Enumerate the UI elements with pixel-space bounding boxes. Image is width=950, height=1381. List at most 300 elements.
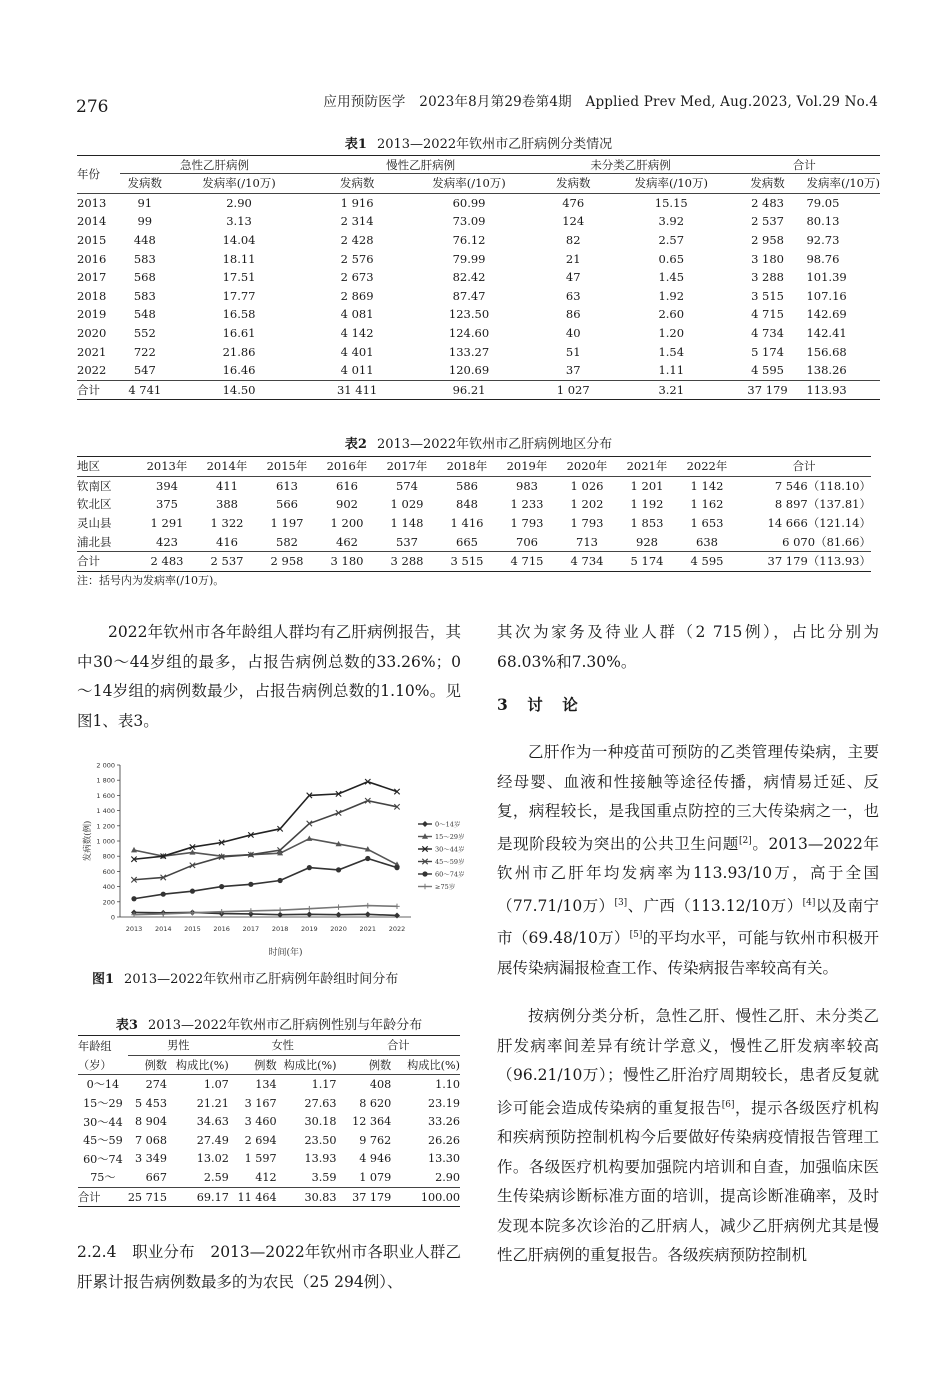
t1-group-unclassified: 未分类乙肝病例 bbox=[533, 156, 729, 174]
table-cell: 1.92 bbox=[658, 288, 685, 303]
table-cell: 3 180 bbox=[317, 551, 377, 571]
table-row bbox=[78, 1168, 460, 1187]
table-cell: 27.49 bbox=[196, 1133, 229, 1147]
table-cell: 566 bbox=[276, 497, 298, 512]
t3-group-female: 女性 bbox=[229, 1036, 337, 1056]
table-cell: 60.99 bbox=[452, 195, 486, 210]
table-header-cell: 2022年 bbox=[686, 459, 728, 474]
table-cell: 45～59 bbox=[83, 1134, 123, 1148]
table-cell: 82.42 bbox=[452, 270, 486, 285]
table-cell: 667 bbox=[145, 1170, 167, 1184]
table-cell: 14.04 bbox=[222, 233, 256, 248]
data-point-marker bbox=[306, 836, 312, 841]
t1-group-total: 合计 bbox=[729, 156, 880, 174]
table-row bbox=[77, 287, 880, 306]
legend-label: 0～14岁 bbox=[435, 820, 461, 829]
table-cell: 3.21 bbox=[614, 380, 729, 400]
table-cell: 100.00 bbox=[391, 1187, 460, 1207]
data-point-marker bbox=[394, 912, 400, 918]
table-cell: 2 576 bbox=[340, 251, 374, 266]
t3-sub: 构成比(%) bbox=[407, 1058, 460, 1072]
table-cell: 14.50 bbox=[169, 380, 308, 400]
table-cell: 120.69 bbox=[448, 363, 490, 378]
table-cell: 73.09 bbox=[452, 214, 486, 229]
table-cell: 0～14 bbox=[86, 1078, 120, 1092]
table1-caption bbox=[77, 133, 880, 152]
table-cell: 983 bbox=[516, 478, 538, 493]
table-cell: 4 595 bbox=[751, 363, 784, 378]
table-cell: 4 734 bbox=[751, 326, 784, 341]
series-line bbox=[134, 801, 397, 880]
t1-sub: 发病数 bbox=[127, 176, 163, 191]
data-point-marker bbox=[422, 871, 427, 876]
table-cell: 476 bbox=[562, 195, 585, 210]
table-cell: 142.69 bbox=[806, 307, 847, 322]
y-tick-label: 1 600 bbox=[96, 791, 115, 800]
table-cell: 23.19 bbox=[427, 1096, 460, 1110]
text-run: 乙肝作为一种疫苗可预防的乙类管理传染病，主要经母婴、血液和性接触等途径传播，病情易迁延、反复，病程较长，是我国重点防控的三大传染病之一，也是现阶段较为突出的公共卫生问题 bbox=[497, 743, 879, 853]
x-tick-label: 2019 bbox=[301, 925, 318, 933]
page-number: 276 bbox=[76, 97, 109, 117]
x-tick-label: 2014 bbox=[154, 925, 172, 933]
table-row bbox=[78, 1075, 460, 1094]
table-header-cell: 2018年 bbox=[446, 459, 488, 474]
table-cell: 60～74 bbox=[83, 1152, 123, 1166]
citation-ref: [3] bbox=[614, 897, 628, 908]
x-tick-label: 2021 bbox=[359, 925, 377, 933]
table-cell: 547 bbox=[133, 363, 156, 378]
table-cell: 124.60 bbox=[448, 326, 490, 341]
table-cell: 2015 bbox=[77, 233, 107, 248]
table-cell: 142.41 bbox=[806, 326, 847, 341]
table-cell: 7 068 bbox=[134, 1133, 167, 1147]
data-point-marker bbox=[278, 878, 283, 883]
table-cell: 568 bbox=[133, 270, 156, 285]
table-cell: 13.02 bbox=[196, 1152, 229, 1166]
table-cell: 4 595 bbox=[677, 551, 737, 571]
y-tick-label: 600 bbox=[102, 867, 115, 876]
table3-caption bbox=[78, 1014, 460, 1033]
table-cell: 1 192 bbox=[630, 497, 664, 512]
table-cell: 15.15 bbox=[654, 195, 688, 210]
table-cell: 37 179 bbox=[337, 1187, 392, 1207]
table-cell: 3 349 bbox=[134, 1152, 167, 1166]
table-cell: 63 bbox=[565, 288, 581, 303]
table-cell: 928 bbox=[636, 534, 658, 549]
right-paragraph-2 bbox=[497, 1002, 879, 1271]
table-cell: 92.73 bbox=[806, 233, 840, 248]
table-cell: 灵山县 bbox=[77, 516, 112, 531]
table-cell: 582 bbox=[276, 534, 298, 549]
table-cell: 134 bbox=[255, 1077, 277, 1091]
data-point-marker bbox=[365, 856, 370, 861]
table-cell: 0.65 bbox=[658, 251, 685, 266]
table-cell: 25 715 bbox=[128, 1187, 167, 1207]
table-cell: 1 793 bbox=[570, 516, 604, 531]
t3-group-total: 合计 bbox=[337, 1036, 460, 1056]
data-point-marker bbox=[394, 865, 399, 870]
table-cell: 1 416 bbox=[450, 516, 484, 531]
table-cell: 4 401 bbox=[340, 344, 374, 359]
table-cell: 616 bbox=[336, 478, 358, 493]
table-cell: 8 620 bbox=[359, 1096, 392, 1110]
table-cell: 423 bbox=[156, 534, 178, 549]
text-run: 。2013—2022年钦州市乙肝年均发病率为113.93/10万，高于全国（77.71/10万） bbox=[497, 834, 879, 915]
t1-sub: 发病数 bbox=[555, 176, 591, 191]
table-cell: 552 bbox=[133, 326, 156, 341]
t3-head-age-unit: （岁） bbox=[78, 1058, 112, 1072]
data-point-marker bbox=[307, 865, 312, 870]
table-cell: 1 026 bbox=[570, 478, 604, 493]
table-cell: 8 904 bbox=[134, 1115, 167, 1129]
table-cell: 1 853 bbox=[630, 516, 664, 531]
table-cell: 706 bbox=[516, 534, 538, 549]
table-cell: 2016 bbox=[77, 251, 107, 266]
table-cell: 138.26 bbox=[806, 363, 847, 378]
table-cell: 2 694 bbox=[244, 1133, 277, 1147]
table-cell: 4 734 bbox=[557, 551, 617, 571]
table-cell: 17.51 bbox=[222, 270, 256, 285]
table-cell: 1 202 bbox=[570, 497, 604, 512]
table-cell: 37 179 bbox=[729, 380, 807, 400]
table-cell: 1 322 bbox=[210, 516, 244, 531]
table-cell: 21 bbox=[565, 251, 581, 266]
t3-head-age: 年龄组 bbox=[78, 1039, 112, 1053]
data-point-marker bbox=[131, 896, 136, 901]
table-cell: 30～44 bbox=[83, 1115, 123, 1129]
table-cell: 2 537 bbox=[751, 214, 784, 229]
table-cell: 2 483 bbox=[751, 195, 784, 210]
table-cell: 113.93 bbox=[806, 380, 880, 400]
table-cell: 2019 bbox=[77, 307, 107, 322]
table-cell: 1 291 bbox=[150, 516, 184, 531]
figure1-title: 2013—2022年钦州市乙肝病例年龄组时间分布 bbox=[124, 972, 399, 987]
table-cell: 408 bbox=[369, 1077, 392, 1091]
table-cell: 722 bbox=[133, 344, 156, 359]
table-cell: 浦北县 bbox=[77, 534, 112, 549]
table-cell: 21.86 bbox=[222, 344, 256, 359]
table-header-cell: 地区 bbox=[77, 459, 100, 474]
data-point-marker bbox=[248, 882, 253, 887]
table-row bbox=[77, 324, 880, 343]
data-point-marker bbox=[190, 889, 195, 894]
table-row bbox=[77, 514, 871, 533]
running-head: 应用预防医学 2023年8月第29卷第4期 Applied Prev Med, Aug.2023, Vol.29 No.4 bbox=[323, 94, 878, 110]
table-cell: 2 958 bbox=[751, 233, 784, 248]
y-tick-label: 2 000 bbox=[96, 761, 115, 770]
table-cell: 1 148 bbox=[390, 516, 424, 531]
table-cell: 583 bbox=[133, 288, 156, 303]
table-cell: 5 453 bbox=[134, 1096, 167, 1110]
table-cell: 586 bbox=[456, 478, 478, 493]
y-tick-label: 1 000 bbox=[96, 837, 115, 846]
table-cell: 6 070（81.66） bbox=[782, 534, 871, 549]
table-cell: 4 081 bbox=[340, 307, 374, 322]
y-tick-label: 1 400 bbox=[96, 807, 115, 816]
table-cell: 98.76 bbox=[806, 251, 840, 266]
table-header-cell: 2021年 bbox=[626, 459, 668, 474]
table-cell: 96.21 bbox=[406, 380, 533, 400]
table-cell: 123.50 bbox=[448, 307, 490, 322]
t3-sub: 构成比(%) bbox=[175, 1058, 229, 1072]
table-cell: 124 bbox=[562, 214, 585, 229]
text-run: 的平均水平，可能与钦州市积极开展传染病漏报检查工作、传染病报告率较高有关。 bbox=[497, 929, 879, 977]
table-header-cell: 2020年 bbox=[566, 459, 608, 474]
table-cell: 钦北区 bbox=[77, 497, 112, 512]
table-cell: 11 464 bbox=[229, 1187, 277, 1207]
y-tick-label: 400 bbox=[102, 883, 115, 892]
table-cell: 394 bbox=[156, 478, 178, 493]
y-tick-label: 200 bbox=[102, 898, 115, 907]
t1-group-acute: 急性乙肝病例 bbox=[120, 156, 308, 174]
x-tick-label: 2015 bbox=[184, 925, 201, 933]
table-cell: 79.99 bbox=[452, 251, 486, 266]
table-row bbox=[77, 342, 880, 361]
data-point-marker bbox=[336, 867, 341, 872]
table-header-cell: 2015年 bbox=[266, 459, 308, 474]
table-cell: 47 bbox=[565, 270, 581, 285]
table-cell: 40 bbox=[565, 326, 581, 341]
table-cell: 462 bbox=[336, 534, 358, 549]
table-cell: 4 011 bbox=[340, 363, 374, 378]
table-cell: 5 174 bbox=[751, 344, 784, 359]
table-cell: 1 029 bbox=[390, 497, 424, 512]
table-cell: 2 673 bbox=[340, 270, 374, 285]
table-cell: 2013 bbox=[77, 195, 107, 210]
legend-label: 45～59岁 bbox=[435, 858, 465, 866]
table-cell: 2 428 bbox=[340, 233, 374, 248]
table-cell: 638 bbox=[696, 534, 718, 549]
legend-label: 60～74岁 bbox=[435, 870, 465, 879]
table-row bbox=[77, 476, 871, 495]
table-cell: 156.68 bbox=[806, 344, 847, 359]
table-cell: 1 142 bbox=[690, 478, 724, 493]
table-cell: 713 bbox=[576, 534, 598, 549]
table-cell: 13.93 bbox=[304, 1152, 337, 1166]
table-cell: 416 bbox=[216, 534, 238, 549]
table-cell: 合计 bbox=[78, 1187, 128, 1207]
table-cell: 1.17 bbox=[311, 1077, 337, 1091]
table-cell: 1.20 bbox=[658, 326, 685, 341]
table-cell: 2.90 bbox=[435, 1170, 460, 1184]
right-paragraph-0: 其次为家务及待业人群（2 715例），占比分别为68.03%和7.30%。 bbox=[497, 623, 879, 671]
table-cell: 87.47 bbox=[452, 288, 486, 303]
section-3-heading: 3 讨 论 bbox=[497, 695, 580, 714]
table-header-cell: 2014年 bbox=[206, 459, 248, 474]
table-row bbox=[78, 1131, 460, 1150]
citation-ref: [5] bbox=[629, 930, 643, 941]
table-cell: 26.26 bbox=[427, 1133, 460, 1147]
x-tick-label: 2016 bbox=[213, 925, 230, 933]
table-cell: 448 bbox=[133, 233, 156, 248]
table-cell: 1.07 bbox=[203, 1077, 229, 1091]
table-cell: 16.61 bbox=[222, 326, 256, 341]
table-cell: 37 179（113.93） bbox=[737, 551, 871, 571]
table2 bbox=[77, 456, 871, 572]
table-cell: 3 288 bbox=[377, 551, 437, 571]
table-cell: 537 bbox=[396, 534, 418, 549]
series-line bbox=[134, 906, 397, 915]
table-row bbox=[77, 231, 880, 250]
table-cell: 合计 bbox=[77, 551, 137, 571]
table-cell: 3 180 bbox=[751, 251, 784, 266]
table-cell: 23.50 bbox=[304, 1133, 337, 1147]
series-line bbox=[134, 858, 397, 898]
table-cell: 665 bbox=[456, 534, 478, 549]
table-cell: 2.90 bbox=[226, 195, 252, 210]
table-total-row bbox=[77, 380, 880, 400]
table-cell: 4 741 bbox=[120, 380, 169, 400]
table-cell: 34.63 bbox=[196, 1115, 229, 1129]
table-cell: 30.18 bbox=[304, 1115, 337, 1129]
table-cell: 14 666（121.14） bbox=[767, 516, 871, 531]
table1-title: 2013—2022年钦州市乙肝病例分类情况 bbox=[376, 137, 613, 152]
table-cell: 2021 bbox=[77, 344, 107, 359]
table-cell: 13.30 bbox=[427, 1152, 460, 1166]
table-cell: 37 bbox=[565, 363, 581, 378]
table1-label: 表1 bbox=[344, 137, 367, 152]
table-cell: 2.57 bbox=[658, 233, 685, 248]
table-cell: 133.27 bbox=[448, 344, 490, 359]
citation-ref: [6] bbox=[721, 1099, 735, 1110]
t1-group-chronic: 慢性乙肝病例 bbox=[309, 156, 533, 174]
table-cell: 1 653 bbox=[690, 516, 724, 531]
table-cell: 9 762 bbox=[359, 1133, 392, 1147]
legend-label: 30～44岁 bbox=[435, 845, 465, 854]
table-header-cell: 合计 bbox=[792, 459, 816, 474]
table-row bbox=[77, 268, 880, 287]
table-cell: 4 142 bbox=[340, 326, 374, 341]
table-cell: 2.60 bbox=[658, 307, 685, 322]
data-point-marker bbox=[365, 911, 371, 917]
table-row bbox=[77, 495, 871, 514]
table-cell: 3.92 bbox=[658, 214, 685, 229]
table-row bbox=[77, 193, 880, 212]
table-cell: 411 bbox=[216, 478, 238, 493]
table-cell: 80.13 bbox=[806, 214, 840, 229]
table-cell: 99 bbox=[137, 214, 153, 229]
table-cell: 274 bbox=[145, 1077, 167, 1091]
table-cell: 902 bbox=[336, 497, 358, 512]
table-cell: 86 bbox=[565, 307, 581, 322]
table-cell: 2017 bbox=[77, 270, 107, 285]
table-cell: 412 bbox=[255, 1170, 277, 1184]
table-cell: 76.12 bbox=[452, 233, 486, 248]
table-cell: 2 869 bbox=[340, 288, 374, 303]
table-cell: 8 897（137.81） bbox=[774, 497, 871, 512]
table-row bbox=[78, 1150, 460, 1169]
table-row bbox=[78, 1112, 460, 1131]
figure1-label: 图1 bbox=[92, 972, 115, 987]
table-cell: 4 715 bbox=[497, 551, 557, 571]
table2-note: 注：括号内为发病率(/10万)。 bbox=[77, 574, 225, 587]
table-cell: 75～ bbox=[90, 1171, 116, 1185]
legend-label: ≥75岁 bbox=[435, 883, 456, 891]
table-cell: 1.10 bbox=[435, 1077, 460, 1091]
table-cell: 1 200 bbox=[330, 516, 364, 531]
table-cell: 1.45 bbox=[658, 270, 685, 285]
data-point-marker bbox=[131, 847, 137, 852]
x-tick-label: 2020 bbox=[330, 925, 347, 933]
table-cell: 1 597 bbox=[244, 1152, 277, 1166]
table-row bbox=[78, 1094, 460, 1113]
table-cell: 33.26 bbox=[427, 1115, 460, 1129]
table-cell: 848 bbox=[456, 497, 478, 512]
table-cell: 388 bbox=[216, 497, 238, 512]
table2-title: 2013—2022年钦州市乙肝病例地区分布 bbox=[376, 437, 613, 452]
table-cell: 107.16 bbox=[806, 288, 847, 303]
x-tick-label: 2013 bbox=[125, 925, 143, 933]
table-header-cell: 2017年 bbox=[386, 459, 428, 474]
table-cell: 3 515 bbox=[437, 551, 497, 571]
table-cell: 15～29 bbox=[83, 1097, 123, 1111]
figure1-caption bbox=[92, 968, 398, 987]
t3-group-male: 男性 bbox=[128, 1036, 229, 1056]
x-tick-label: 2018 bbox=[271, 925, 289, 933]
t1-sub: 发病数 bbox=[750, 176, 785, 191]
table-cell: 91 bbox=[137, 195, 153, 210]
table-cell: 16.46 bbox=[222, 363, 256, 378]
table-cell: 79.05 bbox=[806, 195, 840, 210]
table-header-cell: 2019年 bbox=[506, 459, 548, 474]
legend-label: 15～29岁 bbox=[435, 833, 465, 841]
table-total-row bbox=[78, 1187, 460, 1207]
table-cell: 2 314 bbox=[340, 214, 374, 229]
t1-sub: 发病数 bbox=[339, 176, 375, 191]
table-cell: 101.39 bbox=[806, 270, 847, 285]
t3-sub: 例数 bbox=[368, 1058, 392, 1072]
table-cell: 16.58 bbox=[222, 307, 256, 322]
t1-sub: 发病率(/10万) bbox=[806, 176, 880, 191]
table-cell: 钦南区 bbox=[77, 478, 112, 493]
table-cell: 18.11 bbox=[222, 251, 256, 266]
t3-sub: 例数 bbox=[254, 1058, 277, 1072]
text-run: 按病例分类分析，急性乙肝、慢性乙肝、未分类乙肝发病率间差异有统计学意义，慢性乙肝发病率较高（96.21/10万）；慢性乙肝治疗周期较长，患者反复就诊可能会造成传染病的重复报告 bbox=[497, 1007, 879, 1117]
data-point-marker bbox=[161, 892, 166, 897]
t3-sub: 构成比(%) bbox=[283, 1058, 337, 1072]
table-cell: 1 233 bbox=[510, 497, 544, 512]
t1-sub: 发病率(/10万) bbox=[202, 176, 276, 191]
table-cell: 3.59 bbox=[311, 1170, 337, 1184]
text-run: 、广西（113.12/10万） bbox=[627, 896, 803, 915]
table-cell: 2020 bbox=[77, 326, 107, 341]
table-cell: 1.54 bbox=[658, 344, 685, 359]
text-run: 以及南宁市（69.48/10万） bbox=[497, 896, 879, 948]
data-point-marker bbox=[422, 821, 428, 827]
table-cell: 82 bbox=[565, 233, 581, 248]
table3-label: 表3 bbox=[115, 1018, 138, 1033]
table3 bbox=[78, 1035, 460, 1207]
table-cell: 548 bbox=[133, 307, 156, 322]
data-point-marker bbox=[306, 911, 312, 917]
table-cell: 51 bbox=[565, 344, 581, 359]
table-cell: 17.77 bbox=[222, 288, 256, 303]
table-cell: 2018 bbox=[77, 288, 107, 303]
table-cell: 1 793 bbox=[510, 516, 544, 531]
table-cell: 3 288 bbox=[751, 270, 784, 285]
x-tick-label: 2017 bbox=[242, 925, 260, 933]
table-cell: 31 411 bbox=[309, 380, 406, 400]
t3-sub: 例数 bbox=[144, 1058, 167, 1072]
table1 bbox=[77, 155, 880, 400]
table-cell: 1 027 bbox=[533, 380, 614, 400]
table-cell: 2022 bbox=[77, 363, 107, 378]
table2-label: 表2 bbox=[344, 437, 367, 452]
table-cell: 2 537 bbox=[197, 551, 257, 571]
table-cell: 3 515 bbox=[751, 288, 784, 303]
table-cell: 1 079 bbox=[359, 1170, 392, 1184]
table-cell: 2 958 bbox=[257, 551, 317, 571]
